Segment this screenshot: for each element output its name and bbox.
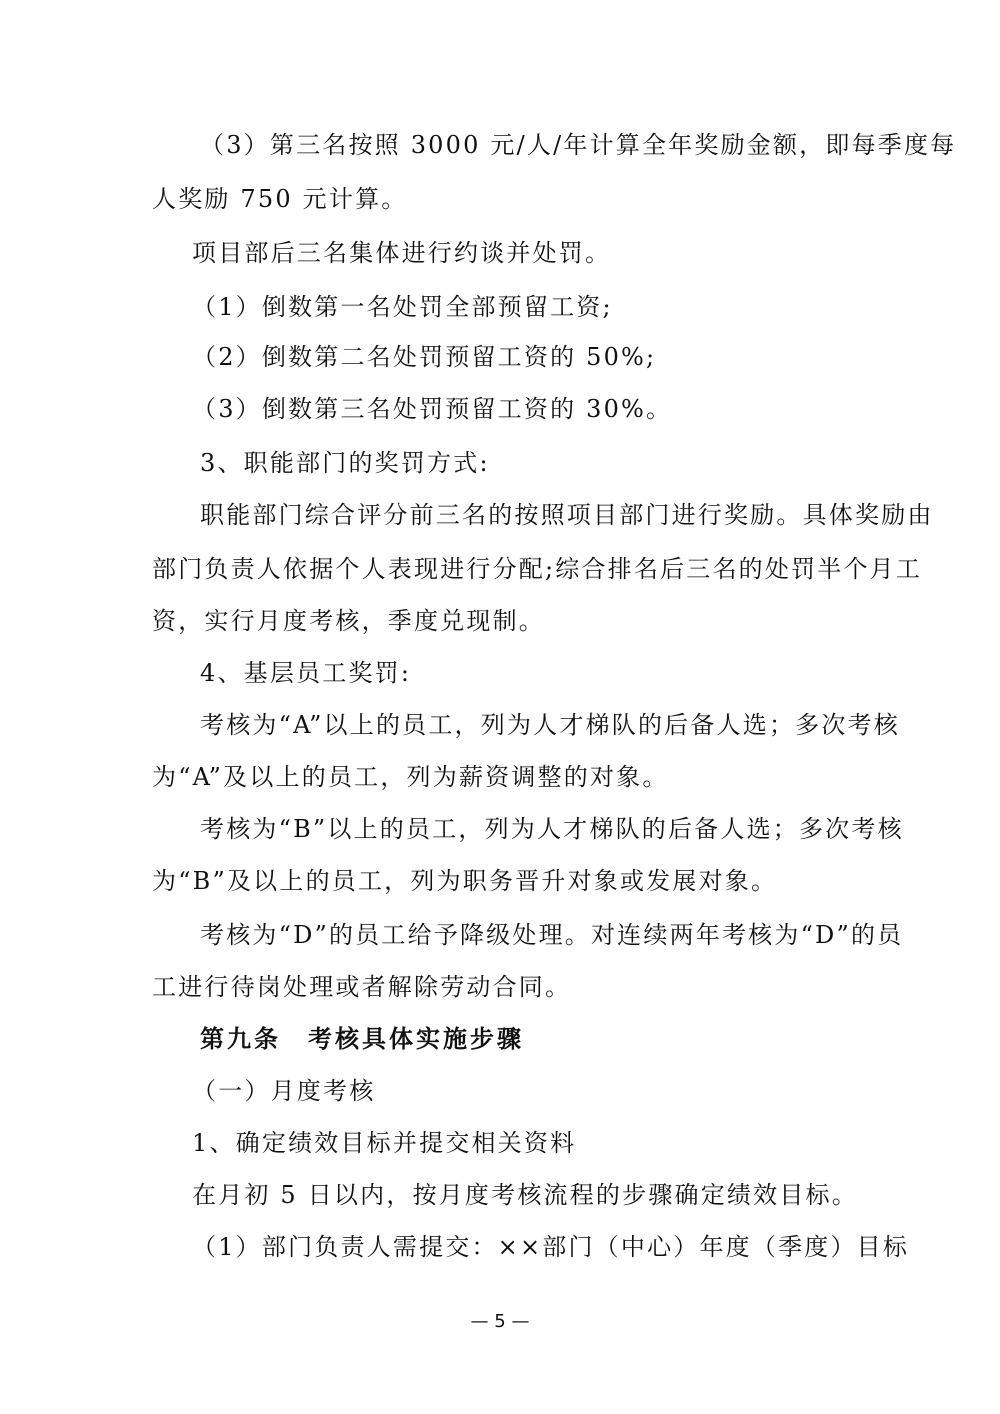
paragraph-line: （3）第三名按照 3000 元/人/年计算全年奖励金额，即每季度每 bbox=[200, 131, 957, 159]
list-item: （1）部门负责人需提交：××部门（中心）年度（季度）目标 bbox=[192, 1233, 910, 1261]
paragraph-line: 项目部后三名集体进行约谈并处罚。 bbox=[192, 239, 612, 267]
paragraph-line: 部门负责人依据个人表现进行分配;综合排名后三名的处罚半个月工 bbox=[152, 555, 923, 583]
section-subheading: 4、基层员工奖罚: bbox=[200, 659, 412, 687]
page-number: — 5 — bbox=[470, 1311, 530, 1332]
paragraph-line: 人奖励 750 元计算。 bbox=[152, 185, 408, 213]
list-item: （1）倒数第一名处罚全部预留工资; bbox=[192, 293, 613, 321]
section-subheading: 1、确定绩效目标并提交相关资料 bbox=[192, 1129, 577, 1157]
section-subheading: 3、职能部门的奖罚方式: bbox=[200, 449, 490, 477]
list-item: （3）倒数第三名处罚预留工资的 30%。 bbox=[192, 395, 673, 423]
paragraph-line: 工进行待岗处理或者解除劳动合同。 bbox=[152, 973, 572, 1001]
paragraph-line: 为“A”及以上的员工，列为薪资调整的对象。 bbox=[152, 763, 669, 791]
paragraph-line: 为“B”及以上的员工，列为职务晋升对象或发展对象。 bbox=[152, 867, 778, 895]
section-subheading: （一）月度考核 bbox=[192, 1077, 376, 1105]
article-heading: 第九条 考核具体实施步骤 bbox=[200, 1025, 524, 1053]
paragraph-line: 考核为“D”的员工给予降级处理。对连续两年考核为“D”的员 bbox=[200, 921, 904, 949]
paragraph-line: 在月初 5 日以内，按月度考核流程的步骤确定绩效目标。 bbox=[192, 1181, 858, 1209]
paragraph-line: 职能部门综合评分前三名的按照项目部门进行奖励。具体奖励由 bbox=[200, 501, 934, 529]
paragraph-line: 考核为“B”以上的员工，列为人才梯队的后备人选；多次考核 bbox=[200, 815, 904, 843]
paragraph-line: 资，实行月度考核，季度兑现制。 bbox=[152, 607, 545, 635]
list-item: （2）倒数第二名处罚预留工资的 50%; bbox=[192, 343, 657, 371]
paragraph-line: 考核为“A”以上的员工，列为人才梯队的后备人选；多次考核 bbox=[200, 711, 900, 739]
